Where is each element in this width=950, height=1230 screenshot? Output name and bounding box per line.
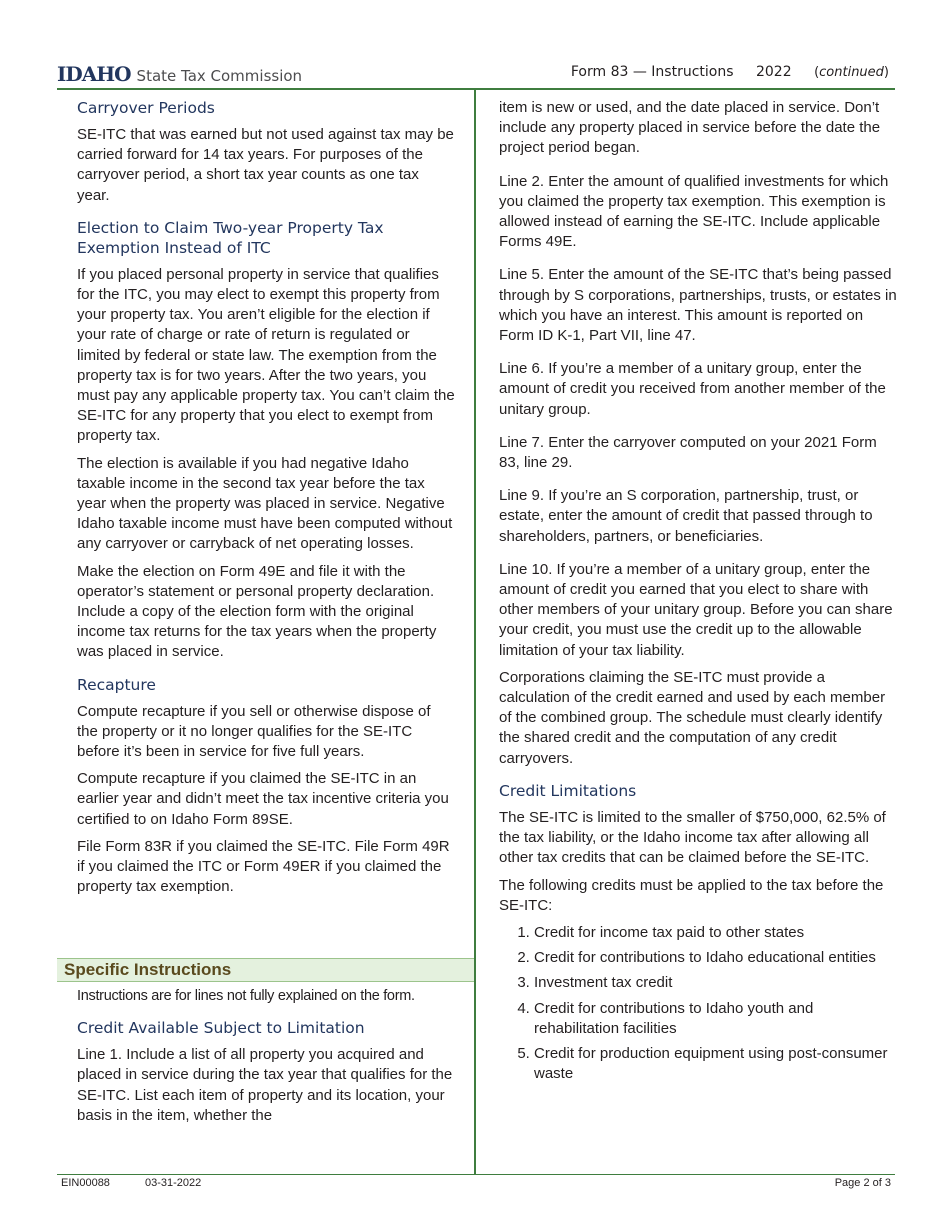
specific-instructions-heading: Specific Instructions: [64, 960, 232, 979]
list-item: 5. Credit for production equipment using post-consumer waste: [534, 1044, 899, 1084]
list-item: 3. Investment tax credit: [534, 973, 899, 993]
form-title: Form 83 — Instructions: [570, 64, 734, 80]
form-info: [571, 64, 889, 80]
left-column: [77, 98, 455, 905]
election-text-2: The election is available if you had negative Idaho taxable income in the second tax year before the tax year when the property was placed in service. Negative Idaho taxable income must have been computed without any carryover or carryback of net operating losses.: [77, 454, 453, 553]
recapture-text-3: File Form 83R if you claimed the SE-ITC. File Form 49R if you claimed the ITC or Form 49ER if you claimed the property tax exemption.: [77, 837, 450, 896]
line7-text: Line 7. Enter the carryover computed on your 2021 Form 83, line 29.: [499, 433, 877, 472]
line2-text: Line 2. Enter the amount of qualified investments for which you claimed the property tax exemption. This exemption is allowed instead of earning the SE-ITC. Include applicable Forms 49E.: [499, 172, 889, 251]
limitations-text-1: The SE-ITC is limited to the smaller of $750,000, 62.5% of the tax liability, or the Idaho income tax after allowing all other tax credits that can be claimed before the SE-ITC.: [499, 808, 886, 867]
page-header: [57, 60, 895, 88]
column-divider: [474, 90, 476, 1174]
specific-instructions-bar: [57, 958, 474, 982]
footer-rule: [57, 1174, 895, 1175]
list-item: 2. Credit for contributions to Idaho educational entities: [534, 948, 899, 968]
list-item: 1. Credit for income tax paid to other states: [534, 923, 899, 943]
page-number: Page 2 of 3: [834, 1177, 891, 1189]
line9-text: Line 9. If you’re an S corporation, partnership, trust, or estate, enter the amount of credit that passed through to shareholders, partners, or beneficiaries.: [499, 487, 873, 545]
right-column: [499, 98, 899, 1089]
recapture-heading: Recapture: [77, 675, 156, 694]
line10-text: Line 10. If you’re a member of a unitary group, enter the amount of credit you earned that you elect to share with other members of your unitary group. Before you can share your credit, you must use the credit up to the allowable limitation of your tax liability.: [499, 560, 893, 659]
credit-limitations-heading: Credit Limitations: [499, 781, 637, 800]
corporations-text: Corporations claiming the SE-ITC must provide a calculation of the credit earned and used by each member of the combined group. The schedule must clearly identify the shared credit and the computation of any credit carryovers.: [499, 668, 886, 767]
form-year: 2022: [755, 64, 792, 80]
credit-available-heading: Credit Available Subject to Limitation: [77, 1019, 365, 1038]
revision-date: 03-31-2022: [145, 1177, 202, 1189]
header-rule: [57, 88, 895, 90]
election-text-3: Make the election on Form 49E and file it with the operator’s statement or personal property declaration. Include a copy of the election form with the original income tax returns for the tax years when the property was placed in service.: [77, 562, 437, 661]
election-text-1: If you placed personal property in service that qualifies for the ITC, you may elect to exempt this property from your property tax. You aren’t eligible for the election if your rate of charge or rate of return is regulated or limited by federal or state law. The exemption from the property tax is for two years. After the two years, you must pay any applicable property tax. You can’t claim the SE-ITC for any property that you elect to exempt from property tax.: [77, 265, 455, 445]
continued-label: (continued): [814, 65, 889, 80]
list-item: 4. Credit for contributions to Idaho youth and rehabilitation facilities: [534, 999, 899, 1039]
left-column-lower: [77, 986, 455, 1133]
line1-continued-text: item is new or used, and the date placed in service. Don’t include any property placed in service before the date the project period began.: [499, 99, 881, 157]
line5-text: Line 5. Enter the amount of the SE-ITC that’s being passed through by S corporations, partnerships, trusts, or estates in which you have an interest. This amount is reported on Form ID K-1, Part VII, line 47.: [499, 266, 897, 345]
credits-list: [499, 923, 899, 1084]
line1-text: Line 1. Include a list of all property you acquired and placed in service during the tax year that qualifies for the SE-ITC. List each item of property and its location, your basis in the item, whether the: [77, 1046, 453, 1124]
specific-instructions-text: Instructions are for lines not fully explained on the form.: [77, 988, 415, 1004]
recapture-text-2: Compute recapture if you claimed the SE-ITC in an earlier year and didn’t meet the tax incentive criteria you certified to on Idaho Form 89SE.: [77, 770, 449, 828]
recapture-text-1: Compute recapture if you sell or otherwise dispose of the property or it no longer qualifies for the SE-ITC before it’s been in service for five full years.: [77, 702, 431, 761]
carryover-text: SE-ITC that was earned but not used against tax may be carried forward for 14 tax years. For purposes of the carryover period, a short tax year counts as one tax year.: [77, 126, 454, 204]
election-heading: Election to Claim Two-year Property Tax Exemption Instead of ITC: [77, 218, 384, 257]
carryover-heading: Carryover Periods: [77, 99, 215, 117]
line6-text: Line 6. If you’re a member of a unitary group, enter the amount of credit you received from another member of the unitary group.: [499, 360, 886, 418]
logo-text: State Tax Commission: [136, 67, 303, 85]
form-code: EIN00088: [61, 1177, 110, 1189]
limitations-text-2: The following credits must be applied to the tax before the SE-ITC:: [499, 876, 884, 914]
idaho-logo: [57, 62, 302, 86]
logo-mark: IDAHO: [57, 62, 131, 86]
